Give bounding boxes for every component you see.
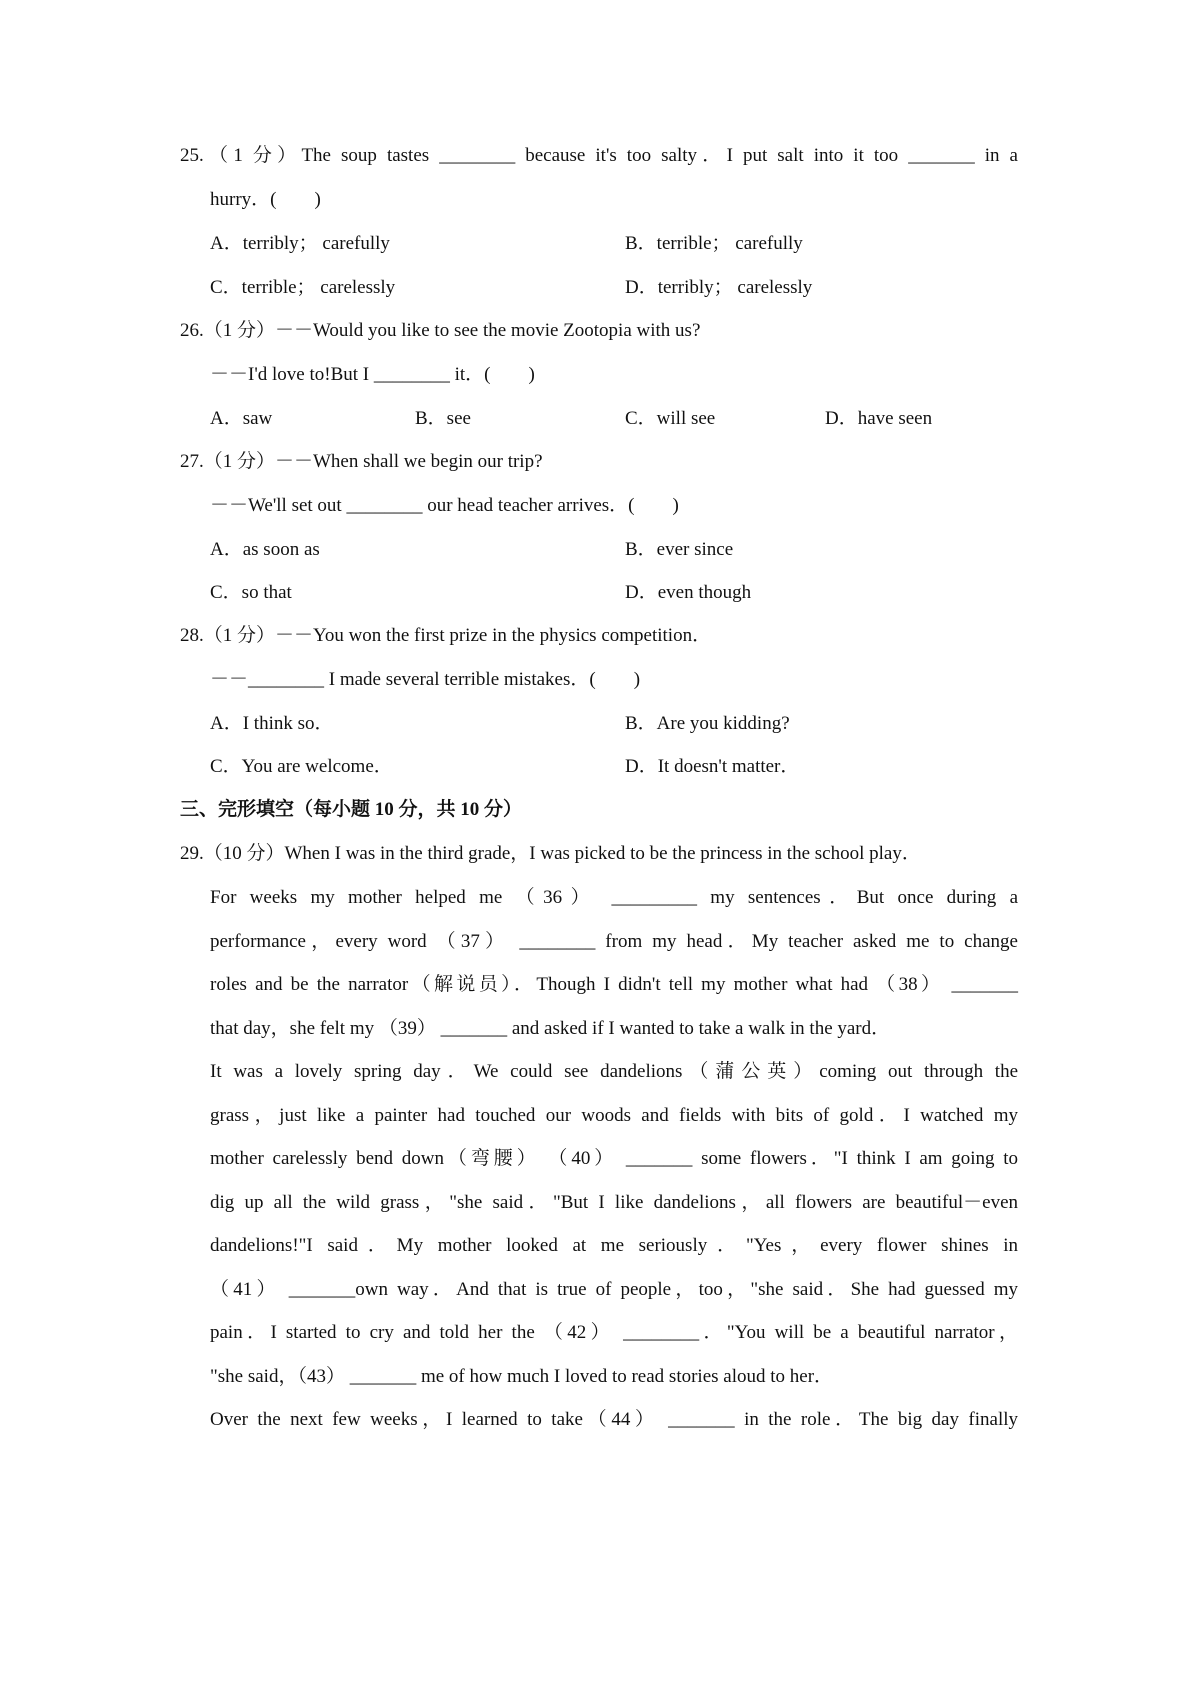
- passage-line: pain．I started to cry and told her the （42） ________．"You will be a beautiful narrator，: [210, 1322, 1018, 1343]
- q25-option-d: D．terribly； carelessly: [625, 277, 813, 298]
- q25-stem-cont: hurry．( ): [210, 189, 321, 210]
- passage-line: grass，just like a painter had touched our woods and fields with bits of gold．I watched my: [210, 1105, 1018, 1126]
- q28-option-c: C．You are welcome．: [210, 756, 393, 777]
- q25-option-c: C．terrible； carelessly: [210, 277, 396, 298]
- q28-stem: 28.（1 分）－－You won the first prize in the physics competition．: [180, 625, 712, 646]
- q27-stem: 27.（1 分）－－When shall we begin our trip?: [180, 451, 543, 472]
- passage-line: that day，she felt my （39） _______ and asked if I wanted to take a walk in the yard．: [210, 1018, 891, 1039]
- q26-option-a: A．saw: [210, 408, 273, 429]
- q27-option-c: C．so that: [210, 582, 292, 603]
- q26-option-d: D．have seen: [825, 408, 933, 429]
- q25-stem: 25.（1 分）The soup tastes ________ because it's too salty．I put salt into it too _______ in a: [180, 145, 1018, 166]
- section-heading-cloze: 三、完形填空（每小题 10 分，共 10 分）: [180, 799, 523, 820]
- passage-line: （41） _______own way．And that is true of people，too，"she said．She had guessed my: [210, 1279, 1018, 1300]
- passage-line: roles and be the narrator（解说员）．Though I didn't tell my mother what had （38） _______: [210, 974, 1018, 995]
- q26-stem-cont: －－I'd love to!But I ________ it．( ): [210, 364, 535, 385]
- q28-stem-cont: －－________ I made several terrible mistakes．( ): [210, 669, 641, 690]
- passage-line: It was a lovely spring day．We could see dandelions（蒲公英）coming out through the: [210, 1061, 1018, 1082]
- passage-line: "she said，（43） _______ me of how much I loved to read stories aloud to her．: [210, 1366, 834, 1387]
- passage-line: dandelions!"I said．My mother looked at me seriously．"Yes，every flower shines in: [210, 1235, 1018, 1256]
- q27-stem-cont: －－We'll set out ________ our head teacher arrives．( ): [210, 495, 679, 516]
- q26-option-b: B．see: [415, 408, 471, 429]
- q28-option-d: D．It doesn't matter．: [625, 756, 800, 777]
- q25-option-a: A．terribly； carefully: [210, 233, 390, 254]
- q27-option-d: D．even though: [625, 582, 752, 603]
- q28-option-b: B．Are you kidding?: [625, 713, 790, 734]
- q29-head: 29.（10 分）When I was in the third grade，I was picked to be the princess in the school play．: [180, 843, 921, 864]
- q27-option-b: B．ever since: [625, 539, 734, 560]
- passage-line: dig up all the wild grass，"she said．"But I like dandelions，all flowers are beautiful－even: [210, 1192, 1018, 1213]
- passage-line: Over the next few weeks，I learned to take（44） _______ in the role．The big day finally: [210, 1409, 1018, 1430]
- q26-option-c: C．will see: [625, 408, 716, 429]
- q26-stem: 26.（1 分）－－Would you like to see the movie Zootopia with us?: [180, 320, 701, 341]
- passage-line: performance，every word （37） ________ from my head．My teacher asked me to change: [210, 931, 1018, 952]
- q25-option-b: B．terrible； carefully: [625, 233, 803, 254]
- q28-option-a: A．I think so．: [210, 713, 334, 734]
- q27-option-a: A．as soon as: [210, 539, 320, 560]
- passage-line: mother carelessly bend down（弯腰） （40） _______ some flowers．"I think I am going to: [210, 1148, 1018, 1169]
- passage-line: For weeks my mother helped me （36） _________ my sentences．But once during a: [210, 887, 1018, 908]
